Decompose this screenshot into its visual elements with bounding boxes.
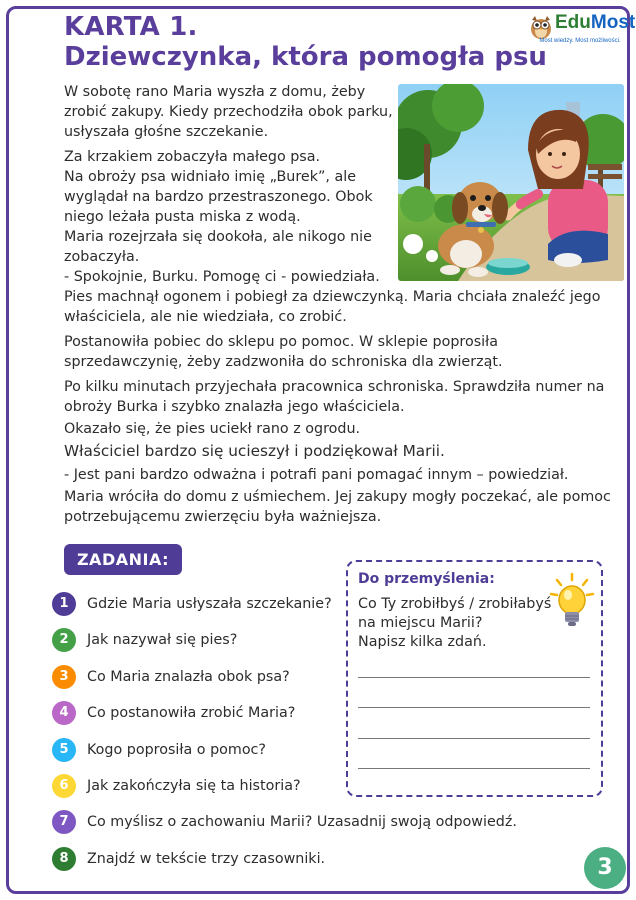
logo-edu: Edu <box>555 12 591 33</box>
task-number-badge: 3 <box>52 665 76 689</box>
tasks-heading: ZADANIA: <box>64 544 182 575</box>
logo-most: Most <box>590 12 636 33</box>
owl-logo-icon <box>528 14 554 40</box>
card-number: KARTA 1. <box>64 12 198 42</box>
logo-wordmark <box>555 12 635 34</box>
story-line: Postanowiła pobiec do sklepu po pomoc. W sklepie poprosiła <box>64 334 498 350</box>
story-line: W sobotę rano Maria wyszła z domu, żeby <box>64 84 366 100</box>
girl-petting-dog-illustration <box>398 84 624 281</box>
story-line: zobaczyła. <box>64 249 140 265</box>
task-number-badge: 6 <box>52 774 76 798</box>
task-number-badge: 4 <box>52 701 76 725</box>
task-number-badge: 8 <box>52 847 76 871</box>
logo-tagline: Most wiedzy. Most możliwości. <box>539 38 621 44</box>
story-line: - Jest pani bardzo odważna i potrafi pani pomagać innym – powiedział. <box>64 467 569 483</box>
story-line: Po kilku minutach przyjechała pracownica schroniska. Sprawdziła numer na <box>64 379 605 395</box>
task-number-badge: 7 <box>52 810 76 834</box>
task-question: Kogo poprosiła o pomoc? <box>87 742 267 758</box>
edumost-logo <box>528 12 636 52</box>
task-question: Znajdź w tekście trzy czasowniki. <box>87 851 326 867</box>
lightbulb-icon <box>548 572 596 630</box>
story-line: właściciela, ale nie wiedziała, co zrobić. <box>64 309 347 325</box>
task-number-badge: 2 <box>52 628 76 652</box>
story-line: sprzedawczynię, żeby zadzwoniła do schroniska dla zwierząt. <box>64 354 503 370</box>
think-line: Napisz kilka zdań. <box>358 634 487 650</box>
answer-line[interactable] <box>358 677 590 678</box>
task-question: Gdzie Maria usłyszała szczekanie? <box>87 596 332 612</box>
story-line: Na obroży psa widniało imię „Burek”, ale <box>64 169 357 185</box>
task-question: Co myślisz o zachowaniu Marii? Uzasadnij swoją odpowiedź. <box>87 814 517 830</box>
story-line: Za krzakiem zobaczyła małego psa. <box>64 149 321 165</box>
story-line: obroży Burka i szybko znalazła jego właściciela. <box>64 399 405 415</box>
answer-line[interactable] <box>358 768 590 769</box>
task-question: Co Maria znalazła obok psa? <box>87 669 290 685</box>
think-line: Co Ty zrobiłbyś / zrobiłabyś <box>358 596 552 612</box>
story-line: Pies machnął ogonem i pobiegł za dziewczynką. Maria chciała znaleźć jego <box>64 289 601 305</box>
story-line: Okazało się, że pies uciekł rano z ogrodu. <box>64 421 361 437</box>
story-line: - Spokojnie, Burku. Pomogę ci - powiedziała. <box>64 269 380 285</box>
story-line: Maria rozejrzała się dookoła, ale nikogo nie <box>64 229 372 245</box>
story-line: Właściciel bardzo się ucieszył i podziękował Marii. <box>64 442 445 460</box>
task-question: Co postanowiła zrobić Maria? <box>87 705 296 721</box>
think-line: na miejscu Marii? <box>358 615 483 631</box>
task-number-badge: 5 <box>52 738 76 762</box>
task-question: Jak zakończyła się ta historia? <box>87 778 301 794</box>
task-number-badge: 1 <box>52 592 76 616</box>
story-line: zrobić zakupy. Kiedy przechodziła obok parku, <box>64 104 393 120</box>
page-number: 3 <box>584 847 626 889</box>
story-line: wyglądał na bardzo przestraszonego. Obok <box>64 189 373 205</box>
think-title: Do przemyślenia: <box>358 571 495 587</box>
answer-line[interactable] <box>358 738 590 739</box>
story-line: usłyszała głośne szczekanie. <box>64 124 269 140</box>
task-question: Jak nazywał się pies? <box>87 632 238 648</box>
story-line: niego leżała pusta miska z wodą. <box>64 209 301 225</box>
story-line: Maria wróciła do domu z uśmiechem. Jej zakupy mogły poczekać, ale pomoc <box>64 489 611 505</box>
answer-line[interactable] <box>358 707 590 708</box>
page-title: Dziewczynka, która pomogła psu <box>64 42 547 72</box>
story-line: potrzebującemu zwierzęciu była ważniejsza. <box>64 509 382 525</box>
